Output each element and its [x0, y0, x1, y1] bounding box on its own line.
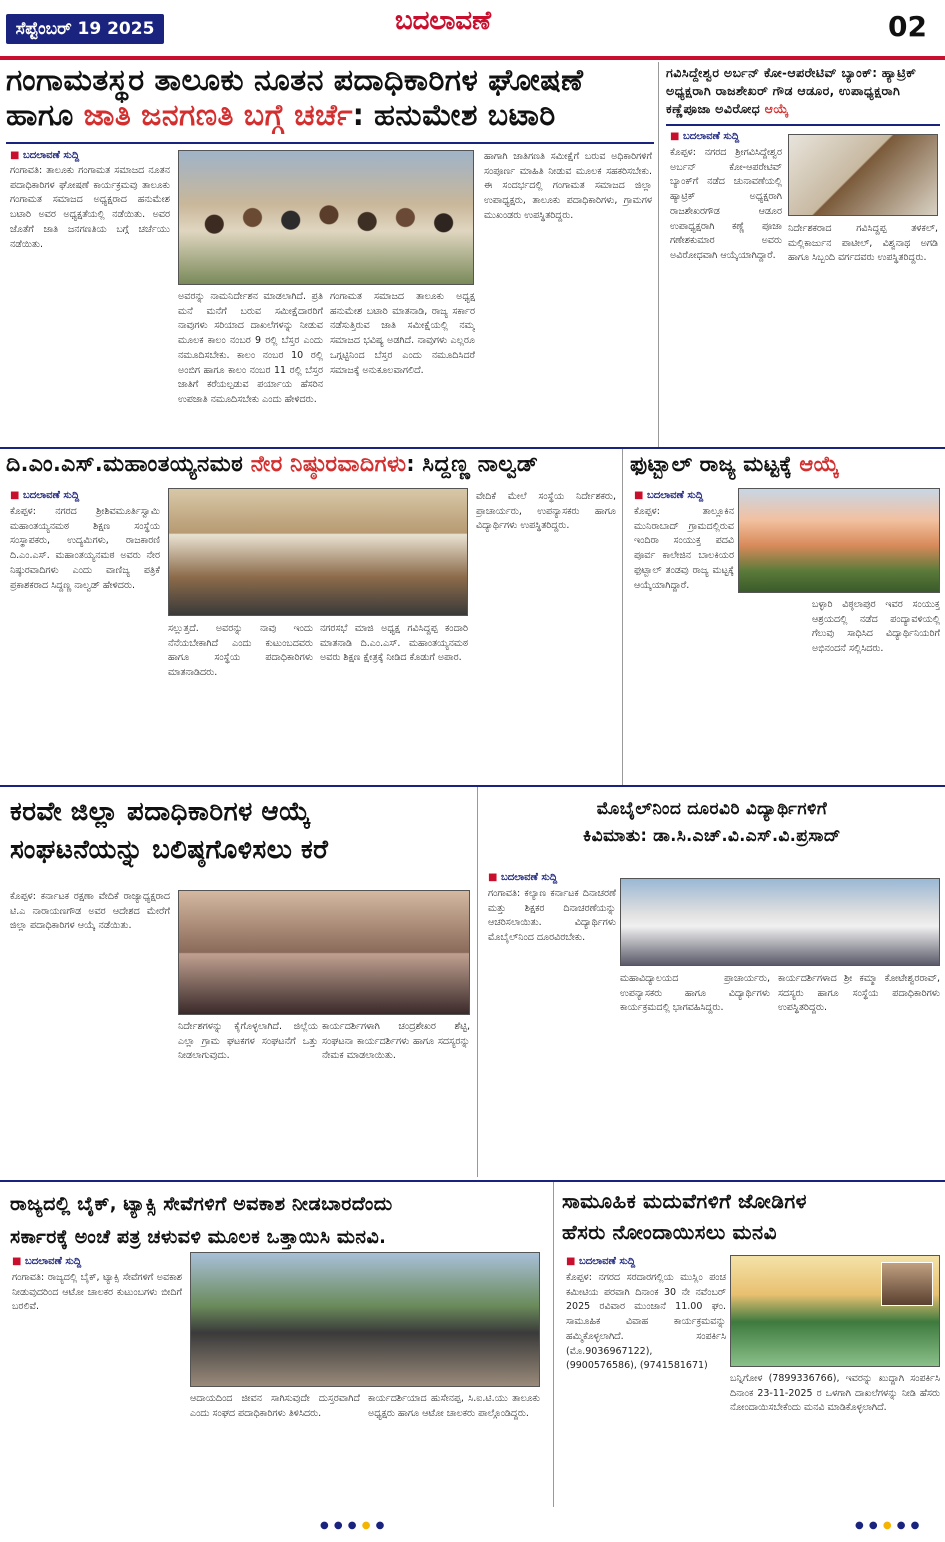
- story3-col4: ವೇದಿಕೆ ಮೇಲೆ ಸಂಸ್ಥೆಯ ನಿರ್ದೇಶಕರು, ಪ್ರಾಚಾರ್ಯರು, ಉಪನ್ಯಾಸಕರು ಹಾಗೂ ವಿದ್ಯಾರ್ಥಿಗಳು ಉಪಸ್ಥಿತರಿದ್ದರು.: [476, 491, 616, 532]
- footer: [0, 1510, 945, 1542]
- footer-dots-left: ● ● ● ● ●: [320, 1520, 386, 1531]
- story5-headline: [10, 794, 470, 869]
- story6-headline-line2: ಕಿವಿಮಾತು: ಡಾ.ಸಿ.ಎಚ್.ವಿ.ಎಸ್.ವಿ.ಪ್ರಸಾದ್: [583, 826, 841, 847]
- story5-col1: ಕೊಪ್ಪಳ: ಕರ್ನಾಟಕ ರಕ್ಷಣಾ ವೇದಿಕೆ ರಾಜ್ಯಾಧ್ಯಕ್ಷರಾದ ಟಿ.ಎ ನಾರಾಯಣಗೌಡ ಅವರ ಆದೇಶದ ಮೇರೆಗೆ ಜಿಲ್ಲಾ ಪದಾಧಿಕಾರಿಗಳ ಆಯ್ಕೆ ನಡೆಯಿತು.: [10, 891, 170, 932]
- story6-byline: ■ ಬದಲಾವಣೆ ಸುದ್ದಿ: [488, 872, 557, 883]
- story4-col2: ಬಳ್ಳಾರಿ ವಿಠ್ಠಲಾಪುರ ಇವರ ಸಂಯುಕ್ತ ಆಶ್ರಯದಲ್ಲಿ ನಡೆದ ಪಂದ್ಯಾವಳಿಯಲ್ಲಿ ಗೆಲುವು ಸಾಧಿಸಿದ ವಿದ್ಯಾರ್ಥಿನಿಯರಿಗೆ ಅಭಿನಂದನೆ ಸಲ್ಲಿಸಿದರು.: [812, 599, 940, 655]
- story8-headline-line1: ಸಾಮೂಹಿಕ ಮದುವೆಗಳಿಗೆ ಜೋಡಿಗಳ: [562, 1189, 808, 1213]
- story5-col3: ಕಾರ್ಯದರ್ಶಿಗಳಾಗಿ ಚಂದ್ರಶೇಖರ ಶೆಟ್ಟಿ, ಸಂಘಟನಾ ಕಾರ್ಯದರ್ಶಿಗಳು ಹಾಗೂ ಸದಸ್ಯರನ್ನು ನೇಮಕ ಮಾಡಲಾಯಿತು.: [322, 1021, 470, 1062]
- column-divider: [553, 1182, 554, 1507]
- story7-col2: ಆದಾಯದಿಂದ ಜೀವನ ಸಾಗಿಸುವುದೇ ದುಸ್ತರವಾಗಿದೆ ಎಂದು ಸಂಘದ ಪದಾಧಿಕಾರಿಗಳು ತಿಳಿಸಿದರು.: [190, 1393, 360, 1419]
- page-number: 02: [888, 10, 927, 43]
- story3-byline: ■ ಬದಲಾವಣೆ ಸುದ್ದಿ: [10, 490, 79, 501]
- story2-col1: ಕೊಪ್ಪಳ: ನಗರದ ಶ್ರೀಗವಿಸಿದ್ದೇಶ್ವರ ಅರ್ಬನ್ ಕೋ-ಆಪರೇಟಿವ್ ಬ್ಯಾಂಕ್‌ಗೆ ನಡೆದ ಚುನಾವಣೆಯಲ್ಲಿ ಹ್ಯಾಟ್ರಿಕ್ ಅಧ್ಯಕ್ಷರಾಗಿ ರಾಜಶೇಖರಗೌಡ ಆಡೂರ ಉಪಾಧ್ಯಕ್ಷರಾಗಿ ಕಣ್ಣೆ ಪೂಜಾ ಗಣೇಶಕುಮಾರ ಅವರು ಅವಿರೋಧವಾಗಿ ಆಯ್ಕೆಯಾಗಿದ್ದಾರೆ.: [670, 147, 782, 262]
- story8-byline: ■ ಬದಲಾವಣೆ ಸುದ್ದಿ: [566, 1256, 635, 1267]
- story1-col3: ಗಂಗಾಮತ ಸಮಾಜದ ತಾಲೂಕು ಅಧ್ಯಕ್ಷ ಹನುಮೇಶ ಬಟಾರಿ ಮಾತನಾಡಿ, ರಾಜ್ಯ ಸರ್ಕಾರ ನಡೆಸುತ್ತಿರುವ ಜಾತಿ ಸಮೀಕ್ಷೆಯಲ್ಲಿ ನಮ್ಮ ಸಮಾಜದ ಭವಿಷ್ಯ ಅಡಗಿದೆ. ನಾವುಗಳು ಎಲ್ಲರೂ ಒಗ್ಗಟ್ಟಿನಿಂದ ಬೆಸ್ತರ ಎಂದು ನಮೂದಿಸಿದರೆ ಸಮಾಜಕ್ಕೆ ಅನುಕೂಲವಾಗಲಿದೆ.: [330, 291, 475, 376]
- story6-col3: ಕಾರ್ಯದರ್ಶಿಗಳಾದ ಶ್ರೀ ಕಮ್ಮಾ ಕೋಟೇಶ್ವರರಾವ್, ಸದಸ್ಯರು ಹಾಗೂ ಸಂಸ್ಥೆಯ ಪದಾಧಿಕಾರಿಗಳು ಉಪಸ್ಥಿತರಿದ್ದರು.: [778, 973, 940, 1014]
- story2-photo: [788, 134, 938, 216]
- newspaper-name: ಬದಲಾವಣೆ: [395, 6, 492, 36]
- story1-headline-line2: [6, 99, 654, 134]
- headline-text: ಗವಿಸಿದ್ದೇಶ್ವರ ಅರ್ಬನ್ ಕೋ-ಆಪರೇಟಿವ್ ಬ್ಯಾಂಕ್: ಹ್ಯಾಟ್ರಿಕ್ ಅಧ್ಯಕ್ಷರಾಗಿ ರಾಜಶೇಖರ್ ಗೌಡ ಆಡೂರ, ಉಪಾಧ್ಯಕ್ಷರಾಗಿ ಕಣ್ಣೆಪೂಜಾ ಅವಿರೋಧ: [666, 65, 917, 117]
- headline-part: ಹಾಗೂ: [6, 97, 84, 133]
- story4-byline: ■ ಬದಲಾವಣೆ ಸುದ್ದಿ: [634, 490, 703, 501]
- story6-headline-line1: ಮೊಬೈಲ್‌ನಿಂದ ದೂರವಿರಿ ವಿದ್ಯಾರ್ಥಿಗಳಿಗೆ: [596, 799, 828, 819]
- headline-highlight: ಜಾತಿ ಜನಗಣತಿ ಬಗ್ಗೆ ಚರ್ಚೆ: [83, 97, 353, 133]
- headline-part: : ಸಿದ್ದಣ್ಣ ನಾಲ್ವಡ್: [406, 452, 539, 477]
- story7-col1: ಗಂಗಾವತಿ: ರಾಜ್ಯದಲ್ಲಿ ಬೈಕ್, ಟ್ಯಾಕ್ಸಿ ಸೇವೆಗಳಿಗೆ ಅವಕಾಶ ನೀಡುವುದರಿಂದ ಆಟೋ ಚಾಲಕರ ಕುಟುಂಬಗಳು ಬೀದಿಗೆ ಬರಲಿವೆ.: [12, 1272, 182, 1313]
- story1-col2: ಅವರನ್ನು ನಾಮನಿರ್ದೇಶನ ಮಾಡಲಾಗಿದೆ. ಪ್ರತಿ ಮನೆ ಮನೆಗೆ ಬರುವ ಸಮೀಕ್ಷೆದಾರರಿಗೆ ನಾವುಗಳು ಸರಿಯಾದ ದಾಖಲೆಗಳನ್ನು ನೀಡುವ ಮೂಲಕ ಕಾಲಂ ನಂಬರ 9 ರಲ್ಲಿ ಬೆಸ್ತರ ಎಂದು ನಮೂದಿಸಬೇಕು. ಕಾಲಂ ನಂಬರ 10 ರಲ್ಲಿ ಅಂಬಿಗ ಹಾಗೂ ಕಾಲಂ ನಂಬರ 11 ರಲ್ಲಿ ಬೆಸ್ತರ ಜಾತಿಗೆ ಕರೆಯಲ್ಪಡುವ ಪರ್ಯಾಯ ಹೆಸರಿನ ಉಪಜಾತಿ ನಮೂದಿಸಬೇಕು ಎಂದು ಹೇಳಿದರು.: [178, 291, 323, 406]
- story7-headline-line2: ಸರ್ಕಾರಕ್ಕೆ ಅಂಚೆ ಪತ್ರ ಚಳುವಳಿ ಮೂಲಕ ಒತ್ತಾಯಿಸಿ ಮನವಿ.: [10, 1226, 387, 1249]
- column-divider: [658, 62, 659, 447]
- story6-col1: ಗಂಗಾವತಿ: ಕಲ್ಯಾಣ ಕರ್ನಾಟಕ ದಿನಾಚರಣೆ ಮತ್ತು ಶಿಕ್ಷಕರ ದಿನಾಚರಣೆಯನ್ನು ಆಚರಿಸಲಾಯಿತು. ವಿದ್ಯಾರ್ಥಿಗಳು ಮೊಬೈಲ್‌ನಿಂದ ದೂರವಿರಬೇಕು.: [488, 888, 616, 944]
- divider: [0, 1180, 945, 1182]
- story8-inset-photo: [881, 1262, 933, 1306]
- headline-part: ದಿ.ಎಂ.ಎಸ್.ಮಹಾಂತಯ್ಯನಮಠ: [6, 452, 251, 477]
- story5-col2: ನಿರ್ದೇಶಗಳನ್ನು ಕೈಗೊಳ್ಳಲಾಗಿದೆ. ಜಿಲ್ಲೆಯ ಎಲ್ಲಾ ಗ್ರಾಮ ಘಟಕಗಳ ಸಂಘಟನೆಗೆ ಒತ್ತು ನೀಡಲಾಗುವುದು.: [178, 1021, 318, 1062]
- story3-headline: [6, 452, 616, 477]
- story4-col1: ಕೊಪ್ಪಳ: ತಾಲ್ಲೂಕಿನ ಮುನಿರಾಬಾದ್ ಗ್ರಾಮದಲ್ಲಿರುವ ಇಂದಿರಾ ಸಂಯುಕ್ತ ಪದವಿ ಪೂರ್ವ ಕಾಲೇಜಿನ ಬಾಲಕಿಯರ ಫುಟ್ಬಾಲ್ ತಂಡವು ರಾಜ್ಯ ಮಟ್ಟಕ್ಕೆ ಆಯ್ಕೆಯಾಗಿದ್ದಾರೆ.: [634, 506, 734, 591]
- headline-highlight: ಆಯ್ಕೆ: [764, 101, 789, 117]
- story7-photo: [190, 1252, 540, 1387]
- divider: [0, 447, 945, 449]
- story2-col2: ನಿರ್ದೇಶಕರಾದ ಗವಿಸಿದ್ದಪ್ಪ ತಳಕಲ್, ಮಲ್ಲಿಕಾರ್ಜುನ ಪಾಟೀಲ್, ವಿಶ್ವನಾಥ ಅಗಡಿ ಹಾಗೂ ಸಿಬ್ಬಂದಿ ವರ್ಗದವರು ಉಪಸ್ಥಿತರಿದ್ದರು.: [788, 223, 938, 264]
- story4-headline: [630, 452, 942, 476]
- story7-byline: ■ ಬದಲಾವಣೆ ಸುದ್ದಿ: [12, 1256, 81, 1267]
- story6-photo: [620, 878, 940, 966]
- story3-col2: ಸಲ್ಲುತ್ತದೆ. ಅವರನ್ನು ನಾವು ಇಂದು ನೆನೆಯಬೇಕಾಗಿದೆ ಎಂದು ಕುಟುಂಬದವರು ಹಾಗೂ ಸಂಸ್ಥೆಯ ಪದಾಧಿಕಾರಿಗಳು ಮಾತನಾಡಿದರು.: [168, 623, 313, 679]
- story8-col1: ಕೊಪ್ಪಳ: ನಗರದ ಸರದಾರಗಲ್ಲಿಯ ಮುಸ್ಲಿಂ ಪಂಚ ಕಮೀಟಿಯ ಪರವಾಗಿ ದಿನಾಂಕ 30 ನೇ ನವೆಂಬರ್ 2025 ರವಿವಾರ ಮುಂಜಾನೆ 11.00 ಘಂ. ಸಾಮೂಹಿಕ ವಿವಾಹ ಕಾರ್ಯಕ್ರಮವನ್ನು ಹಮ್ಮಿಕೊಳ್ಳಲಾಗಿದೆ. ಸಂಪರ್ಕಿಸಿ (ಮೊ.9036967122), (9900576586), (9741581671): [566, 1272, 726, 1372]
- headline-part: : ಹನುಮೇಶ ಬಟಾರಿ: [352, 97, 556, 133]
- story6-col2: ಮಹಾವಿದ್ಯಾಲಯದ ಪ್ರಾಚಾರ್ಯರು, ಉಪನ್ಯಾಸಕರು ಹಾಗೂ ವಿದ್ಯಾರ್ಥಿಗಳು ಕಾರ್ಯಕ್ರಮದಲ್ಲಿ ಭಾಗವಹಿಸಿದ್ದರು.: [620, 973, 770, 1014]
- story6-headline: [484, 796, 940, 850]
- story2-headline: [666, 64, 940, 118]
- story8-headline: [562, 1186, 940, 1248]
- divider: [0, 785, 945, 787]
- story1-col4: ಹಾಗಾಗಿ ಜಾತಿಗಣತಿ ಸಮೀಕ್ಷೆಗೆ ಬರುವ ಅಧಿಕಾರಿಗಳಿಗೆ ಸಂಪೂರ್ಣ ಮಾಹಿತಿ ನೀಡುವ ಮೂಲಕ ಸಹಕರಿಸಬೇಕು. ಈ ಸಂದರ್ಭದಲ್ಲಿ ಗಂಗಾಮತ ಸಮಾಜದ ಜಿಲ್ಲಾ ಉಪಾಧ್ಯಕ್ಷರು, ತಾಲೂಕು ಪದಾಧಿಕಾರಿಗಳು, ಗ್ರಾಮಗಳ ಮುಖಂಡರು ಉಪಸ್ಥಿತರಿದ್ದರು.: [484, 151, 652, 221]
- headline-highlight: ನೇರ ನಿಷ್ಠುರವಾದಿಗಳು: [250, 452, 407, 477]
- story5-headline-line1: ಕರವೇ ಜಿಲ್ಲಾ ಪದಾಧಿಕಾರಿಗಳ ಆಯ್ಕೆ: [10, 797, 311, 827]
- divider: [6, 142, 654, 144]
- divider: [666, 124, 940, 126]
- story7-headline-line1: ರಾಜ್ಯದಲ್ಲಿ ಬೈಕ್, ಟ್ಯಾಕ್ಸಿ ಸೇವೆಗಳಿಗೆ ಅವಕಾಶ ನೀಡಬಾರದೆಂದು: [10, 1193, 393, 1215]
- story1-headline-line1: ಗಂಗಾಮತಸ್ಥರ ತಾಲೂಕು ನೂತನ ಪದಾಧಿಕಾರಿಗಳ ಘೋಷಣೆ: [6, 63, 584, 98]
- headline-highlight: ಆಯ್ಕೆ: [799, 452, 840, 476]
- story3-col3: ನಗರಸಭೆ ಮಾಜಿ ಅಧ್ಯಕ್ಷ ಗವಿಸಿದ್ದಪ್ಪ ಕಂದಾರಿ ಮಾತನಾಡಿ ದಿ.ಎಂ.ಎಸ್. ಮಹಾಂತಯ್ಯನಮಠ ಅವರು ಶಿಕ್ಷಣ ಕ್ಷೇತ್ರಕ್ಕೆ ನೀಡಿದ ಕೊಡುಗೆ ಅಪಾರ.: [320, 623, 468, 664]
- story1-photo: [178, 150, 474, 285]
- story3-photo: [168, 488, 468, 616]
- story1-byline: ■ ಬದಲಾವಣೆ ಸುದ್ದಿ: [10, 150, 79, 161]
- story5-photo: [178, 890, 470, 1015]
- column-divider: [477, 787, 478, 1177]
- story8-headline-line2: ಹೆಸರು ನೋಂದಾಯಿಸಲು ಮನವಿ: [562, 1220, 777, 1244]
- story4-photo: [738, 488, 940, 593]
- story8-photo: [730, 1255, 940, 1367]
- footer-dots-right: ● ● ● ● ●: [855, 1520, 921, 1531]
- story7-headline: [10, 1188, 550, 1255]
- story2-byline: ■ ಬದಲಾವಣೆ ಸುದ್ದಿ: [670, 131, 739, 142]
- story3-col1: ಕೊಪ್ಪಳ: ನಗರದ ಶ್ರೀಶಿವಮೂರ್ತಿಸ್ವಾಮಿ ಮಹಾಂತಯ್ಯನಮಠ ಶಿಕ್ಷಣ ಸಂಸ್ಥೆಯ ಸಂಸ್ಥಾಪಕರು, ಉದ್ಯಮಿಗಳು, ರಾಜಕಾರಣಿ ದಿ.ಎಂ.ಎಸ್. ಮಹಾಂತಯ್ಯನಮಠ ಅವರು ನೇರ ನಿಷ್ಠುರವಾದಿಗಳು ಎಂದು ವಾಣಿಜ್ಯ ಪತ್ರಿಕೆ ಪ್ರಕಾಶಕರಾದ ಸಿದ್ದಣ್ಣ ನಾಲ್ವಡ್ ಹೇಳಿದರು.: [10, 506, 160, 591]
- headline-part: ಫುಟ್ಬಾಲ್ ರಾಜ್ಯ ಮಟ್ಟಕ್ಕೆ: [630, 452, 800, 476]
- issue-date: ಸೆಪ್ಟೆಂಬರ್ 19 2025: [6, 14, 164, 44]
- story7-col3: ಕಾರ್ಯದರ್ಶಿಯಾದ ಹುಸೇನಪ್ಪ, ಸಿ.ಐ.ಟಿ.ಯು ತಾಲೂಕು ಅಧ್ಯಕ್ಷರು ಹಾಗೂ ಆಟೋ ಚಾಲಕರು ಪಾಲ್ಗೊಂಡಿದ್ದರು.: [368, 1393, 540, 1419]
- story1-col1: ಗಂಗಾವತಿ: ತಾಲೂಕು ಗಂಗಾಮತ ಸಮಾಜದ ನೂತನ ಪದಾಧಿಕಾರಿಗಳ ಘೋಷಣೆ ಕಾರ್ಯಕ್ರಮವು ತಾಲೂಕು ಗಂಗಾಮತ ಸಮಾಜದ ಅಧ್ಯಕ್ಷರಾದ ಹನುಮೇಶ ಬಟಾರಿ ಅವರ ಅಧ್ಯಕ್ಷತೆಯಲ್ಲಿ ನಡೆಯಿತು. ಅವರ ಜೊತೆಗೆ ಜಾತಿ ಜನಗಣತಿಯ ಬಗ್ಗೆ ಚರ್ಚೆಯು ನಡೆಯಿತು.: [10, 165, 170, 250]
- story5-headline-line2: ಸಂಘಟನೆಯನ್ನು ಬಲಿಷ್ಠಗೊಳಿಸಲು ಕರೆ: [10, 834, 329, 865]
- column-divider: [622, 449, 623, 785]
- story1-headline: [6, 64, 654, 133]
- story8-col2: ಬನ್ನಿಗೋಳ (7899336766), ಇವರನ್ನು ಖುದ್ದಾಗಿ ಸಂಪರ್ಕಿಸಿ ದಿನಾಂಕ 23-11-2025 ರ ಒಳಗಾಗಿ ದಾಖಲೆಗಳನ್ನು ನೀಡಿ ಹೆಸರು ನೋಂದಾಯಿಸಬೇಕೆಂದು ಮನವಿ ಮಾಡಿಕೊಳ್ಳಲಾಗಿದೆ.: [730, 1373, 940, 1414]
